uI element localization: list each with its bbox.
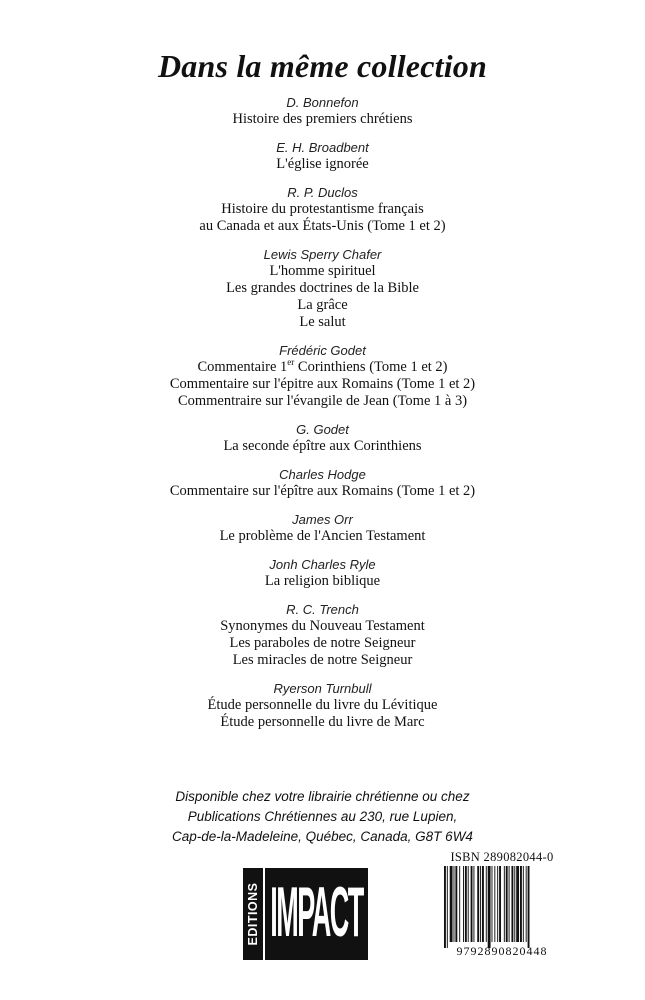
collection-entry xyxy=(0,511,645,545)
collection-entry xyxy=(0,342,645,410)
entry-book-title: au Canada et aux États-Unis (Tome 1 et 2) xyxy=(199,218,446,234)
entry-book-title: La religion biblique xyxy=(264,573,381,589)
entry-author: Ryerson Turnbull xyxy=(273,681,372,696)
entry-author: E. H. Broadbent xyxy=(276,140,369,155)
isbn-label: ISBN 289082044-0 xyxy=(450,850,554,864)
entry-book-title: Les grandes doctrines de la Bible xyxy=(226,280,419,296)
logo-editions-text: EDITIONS xyxy=(246,882,260,946)
availability-line: Publications Chrétiennes au 230, rue Lupien, xyxy=(187,809,458,824)
collection-entry xyxy=(0,246,645,331)
collection-entry xyxy=(0,94,645,128)
entry-book-title: L'église ignorée xyxy=(276,156,369,172)
entry-book-title: Histoire du protestantisme français xyxy=(221,201,424,217)
collection-entry xyxy=(0,680,645,731)
entry-book-title: Étude personnelle du livre de Marc xyxy=(220,714,425,730)
entry-book-title: Commentaire sur l'épître aux Romains (Tome 1 et 2) xyxy=(169,483,476,499)
entry-author: Charles Hodge xyxy=(279,467,366,482)
availability-line: Cap-de-la-Madeleine, Québec, Canada, G8T 6W4 xyxy=(172,829,473,844)
collection-entry xyxy=(0,139,645,173)
entry-book-title: Le salut xyxy=(299,314,346,330)
entry-book-title: La seconde épître aux Corinthiens xyxy=(223,438,422,454)
entry-book-title: Histoire des premiers chrétiens xyxy=(232,111,413,127)
entry-book-title: Les paraboles de notre Seigneur xyxy=(229,635,416,651)
logo-impact-text: IMPACT xyxy=(270,873,363,952)
entry-author: Jonh Charles Ryle xyxy=(269,557,376,572)
entry-author: R. C. Trench xyxy=(286,602,359,617)
entry-book-title: Le problème de l'Ancien Testament xyxy=(219,528,426,544)
page-title: Dans la même collection xyxy=(157,48,487,84)
entry-author: R. P. Duclos xyxy=(287,185,358,200)
entry-author: Lewis Sperry Chafer xyxy=(263,247,382,262)
entry-author: James Orr xyxy=(292,512,353,527)
entry-book-title: La grâce xyxy=(297,297,348,313)
availability-line: Disponible chez votre librairie chrétienne ou chez xyxy=(175,789,470,804)
collection-entry xyxy=(0,421,645,455)
entry-author: Frédéric Godet xyxy=(279,343,366,358)
barcode-digits: 9792890820448 xyxy=(456,944,548,958)
collection-entry xyxy=(0,556,645,590)
entry-book-title: Commentraire sur l'évangile de Jean (Tome 1 à 3) xyxy=(177,393,468,409)
availability-notice xyxy=(0,787,645,847)
logo-side-band xyxy=(243,868,263,960)
collection-entry xyxy=(0,601,645,669)
collection-list xyxy=(0,94,645,742)
entry-book-title: Commentaire sur l'épitre aux Romains (Tome 1 et 2) xyxy=(169,376,476,392)
publisher-logo xyxy=(243,868,368,960)
entry-author: G. Godet xyxy=(296,422,349,437)
entry-book-title: Synonymes du Nouveau Testament xyxy=(220,618,425,634)
entry-book-title: L'homme spirituel xyxy=(269,263,376,279)
entry-book-title: Les miracles de notre Seigneur xyxy=(232,652,413,668)
entry-book-title: Commentaire 1er Corinthiens (Tome 1 et 2) xyxy=(197,357,448,375)
collection-entry xyxy=(0,184,645,235)
entry-author: D. Bonnefon xyxy=(286,95,359,110)
entry-book-title: Étude personnelle du livre du Lévitique xyxy=(207,697,438,713)
barcode-icon xyxy=(442,866,562,952)
collection-entry xyxy=(0,466,645,500)
logo-main-block xyxy=(265,868,368,960)
